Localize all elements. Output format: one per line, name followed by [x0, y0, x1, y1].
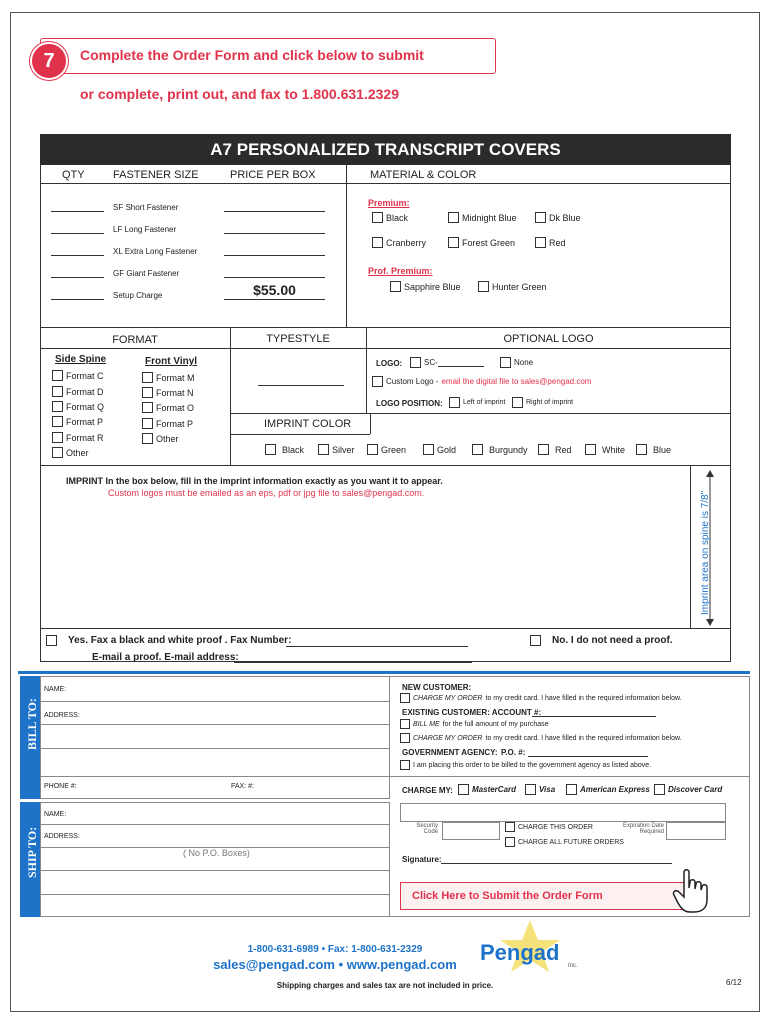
- format-option[interactable]: Format R: [52, 432, 104, 443]
- divider: [40, 776, 390, 777]
- pointer-hand-icon: [672, 868, 712, 919]
- blue-divider: [18, 671, 750, 674]
- checkbox[interactable]: [52, 370, 63, 381]
- checkbox[interactable]: [142, 372, 153, 383]
- divider: [230, 413, 731, 414]
- divider: [390, 776, 750, 777]
- proof-email-field[interactable]: [234, 662, 472, 663]
- checkbox[interactable]: [525, 784, 536, 795]
- charge-order-option[interactable]: CHARGE MY ORDER to my credit card. I have filled in the required information below.: [400, 693, 682, 703]
- price-field[interactable]: [224, 255, 325, 256]
- fastener-label: LF Long Fastener: [113, 225, 177, 234]
- charge-all-option[interactable]: CHARGE ALL FUTURE ORDERS: [505, 837, 624, 847]
- side-spine-label: Side Spine: [55, 354, 107, 365]
- po-field[interactable]: [528, 756, 648, 757]
- checkbox[interactable]: [52, 416, 63, 427]
- divider: [40, 824, 390, 825]
- fastener-label: XL Extra Long Fastener: [113, 247, 198, 256]
- ship-name-field[interactable]: NAME:: [44, 811, 67, 818]
- price-field[interactable]: [224, 233, 325, 234]
- logo-sc-field[interactable]: [438, 366, 484, 367]
- col-price: PRICE PER BOX: [230, 169, 316, 181]
- premium-label: Premium:: [368, 198, 410, 208]
- card-option[interactable]: MasterCard: [458, 784, 516, 795]
- existing-customer-label: EXISTING CUSTOMER: ACCOUNT #:: [402, 708, 542, 717]
- color-option[interactable]: Forest Green: [448, 237, 515, 248]
- checkbox[interactable]: [390, 281, 401, 292]
- checkbox[interactable]: [449, 397, 460, 408]
- checkbox[interactable]: [400, 719, 410, 729]
- checkbox[interactable]: [512, 397, 523, 408]
- checkbox[interactable]: [500, 357, 511, 368]
- divider: [40, 183, 731, 184]
- price-field: [224, 299, 325, 300]
- checkbox[interactable]: [585, 444, 596, 455]
- format-option[interactable]: Format C: [52, 370, 104, 381]
- checkbox[interactable]: [410, 357, 421, 368]
- divider: [40, 628, 731, 629]
- card-number-field[interactable]: [400, 803, 726, 822]
- checkbox[interactable]: [535, 212, 546, 223]
- format-option[interactable]: Format D: [52, 386, 104, 397]
- imprint-color-option[interactable]: Silver: [318, 444, 355, 455]
- card-option[interactable]: Visa: [525, 784, 555, 795]
- color-option[interactable]: Black: [372, 212, 408, 223]
- expiration-label: Expiration Date Required: [622, 823, 664, 835]
- title-bar: A7 PERSONALIZED TRANSCRIPT COVERS: [40, 134, 731, 165]
- imprint-color-option[interactable]: Red: [538, 444, 572, 455]
- price-field[interactable]: [224, 277, 325, 278]
- imprint-color-option[interactable]: White: [585, 444, 625, 455]
- imprint-color-option[interactable]: Blue: [636, 444, 671, 455]
- checkbox[interactable]: [142, 402, 153, 413]
- charge-order-existing-option[interactable]: CHARGE MY ORDER to my credit card. I have filled in the required information below.: [400, 733, 682, 743]
- typestyle-field[interactable]: [258, 385, 344, 386]
- government-label: GOVERNMENT AGENCY:: [402, 748, 498, 757]
- divider: [346, 165, 347, 327]
- account-field[interactable]: [532, 716, 656, 717]
- signature-field[interactable]: [441, 863, 672, 864]
- checkbox[interactable]: [654, 784, 665, 795]
- divider: [40, 870, 390, 871]
- logo-none-option[interactable]: None: [500, 357, 533, 368]
- government-option[interactable]: I am placing this order to be billed to the government agency as listed above.: [400, 760, 651, 770]
- submit-button[interactable]: [400, 882, 700, 910]
- checkbox[interactable]: [367, 444, 378, 455]
- price-field[interactable]: [224, 211, 325, 212]
- format-option[interactable]: Format O: [142, 402, 194, 413]
- bill-address-field[interactable]: ADDRESS:: [44, 712, 80, 719]
- qty-field[interactable]: [51, 299, 104, 300]
- format-heading: FORMAT: [112, 334, 158, 346]
- fastener-label: SF Short Fastener: [113, 203, 179, 212]
- color-option[interactable]: Dk Blue: [535, 212, 581, 223]
- checkbox[interactable]: [566, 784, 577, 795]
- imprint-color-option[interactable]: Burgundy: [472, 444, 528, 455]
- ship-to-box: [40, 802, 390, 917]
- qty-field[interactable]: [51, 233, 104, 234]
- card-option[interactable]: Discover Card: [654, 784, 722, 795]
- imprint-area[interactable]: [41, 500, 701, 628]
- checkbox[interactable]: [478, 281, 489, 292]
- format-option[interactable]: Other: [52, 447, 89, 458]
- submit-instruction: Complete the Order Form and click below to submit: [80, 47, 424, 63]
- charge-this-option[interactable]: CHARGE THIS ORDER: [505, 822, 593, 832]
- fastener-label: Setup Charge: [113, 291, 163, 300]
- security-code-field[interactable]: [442, 822, 500, 840]
- spine-note: Imprint area on spine is 7/8": [700, 490, 711, 615]
- pengad-logo: Pengad Inc.: [478, 918, 578, 976]
- checkbox[interactable]: [472, 444, 483, 455]
- logo-position-label: LOGO POSITION:: [376, 399, 443, 408]
- submit-button-label: Click Here to Submit the Order Form: [412, 890, 603, 902]
- qty-field[interactable]: [51, 211, 104, 212]
- bill-me-option[interactable]: BILL ME for the full amount of my purchase: [400, 719, 549, 729]
- ship-address-field[interactable]: ADDRESS:: [44, 833, 80, 840]
- po-box-note: ( No P.O. Boxes): [183, 848, 250, 858]
- format-option[interactable]: Format Q: [52, 401, 104, 412]
- imprint-custom-note: Custom logos must be emailed as an eps, pdf or jpg file to sales@pengad.com.: [108, 488, 425, 498]
- qty-field[interactable]: [51, 277, 104, 278]
- right-imprint-option[interactable]: Right of imprint: [512, 397, 573, 408]
- logo-label: LOGO:: [376, 359, 403, 368]
- format-option[interactable]: Format P: [52, 416, 103, 427]
- proof-email-label: E-mail a proof. E-mail address:: [92, 652, 239, 663]
- card-option[interactable]: American Express: [566, 784, 650, 795]
- imprint-color-option[interactable]: Gold: [423, 444, 456, 455]
- col-qty: QTY: [62, 169, 85, 181]
- format-option[interactable]: Format P: [142, 418, 193, 429]
- imprint-color-option[interactable]: Green: [367, 444, 406, 455]
- new-customer-label: NEW CUSTOMER:: [402, 683, 472, 692]
- custom-logo-option[interactable]: Custom Logo - email the digital file to sales@pengad.com: [372, 376, 591, 387]
- checkbox[interactable]: [52, 447, 63, 458]
- fax-instruction: or complete, print out, and fax to 1.800.631.2329: [80, 86, 399, 102]
- checkbox[interactable]: [535, 237, 546, 248]
- security-code-label: Security Code: [416, 823, 438, 835]
- version: 6/12: [726, 978, 742, 987]
- col-fastener: FASTENER SIZE: [113, 169, 199, 181]
- divider: [40, 348, 731, 349]
- typestyle-heading: TYPESTYLE: [266, 333, 330, 345]
- checkbox[interactable]: [400, 693, 410, 703]
- logo-heading: OPTIONAL LOGO: [503, 333, 594, 345]
- proof-yes-option[interactable]: Yes. Fax a black and white proof . Fax Number:: [46, 635, 291, 646]
- format-option[interactable]: Format M: [142, 372, 195, 383]
- divider: [40, 327, 731, 328]
- bill-to-box: [40, 676, 390, 799]
- bill-fax-field[interactable]: FAX: #:: [231, 783, 254, 790]
- po-label: P.O. #:: [501, 748, 526, 757]
- setup-price: $55.00: [253, 282, 296, 298]
- checkbox[interactable]: [46, 635, 57, 646]
- checkbox[interactable]: [52, 401, 63, 412]
- checkbox[interactable]: [505, 837, 515, 847]
- checkbox[interactable]: [423, 444, 434, 455]
- format-option[interactable]: Other: [142, 433, 179, 444]
- bill-to-label: BILL TO:: [25, 698, 39, 750]
- imprint-color-option[interactable]: Black: [265, 444, 304, 455]
- checkbox[interactable]: [458, 784, 469, 795]
- divider: [40, 465, 731, 466]
- imprint-color-heading: IMPRINT COLOR: [264, 418, 352, 430]
- charge-my-label: CHARGE MY:: [402, 786, 453, 795]
- color-option[interactable]: Red: [535, 237, 566, 248]
- bill-name-field[interactable]: NAME:: [44, 686, 67, 693]
- color-option[interactable]: Cranberry: [372, 237, 426, 248]
- expiration-field[interactable]: [666, 822, 726, 840]
- signature-label: Signature:: [402, 855, 442, 864]
- checkbox[interactable]: [505, 822, 515, 832]
- qty-field[interactable]: [51, 255, 104, 256]
- color-option[interactable]: Hunter Green: [478, 281, 547, 292]
- footer-phone: 1-800-631-6989 • Fax: 1-800-631-2329: [247, 944, 423, 955]
- bill-phone-field[interactable]: PHONE #:: [44, 783, 77, 790]
- divider: [40, 701, 390, 702]
- proof-fax-field[interactable]: [286, 646, 468, 647]
- checkbox[interactable]: [142, 387, 153, 398]
- logo-sc-option[interactable]: SC-: [410, 357, 438, 368]
- checkbox[interactable]: [400, 733, 410, 743]
- checkbox[interactable]: [52, 432, 63, 443]
- prof-premium-label: Prof. Premium:: [368, 266, 433, 276]
- checkbox[interactable]: [318, 444, 329, 455]
- step-badge: 7: [30, 42, 68, 80]
- format-option[interactable]: Format N: [142, 387, 194, 398]
- divider: [40, 724, 390, 725]
- spine-divider: [690, 466, 691, 628]
- checkbox[interactable]: [636, 444, 647, 455]
- checkbox[interactable]: [142, 433, 153, 444]
- front-vinyl-label: Front Vinyl: [145, 356, 198, 367]
- checkbox[interactable]: [448, 237, 459, 248]
- checkbox[interactable]: [372, 237, 383, 248]
- imprint-instruction: IMPRINT In the box below, fill in the imprint information exactly as you want it to appear.: [66, 476, 443, 486]
- checkbox[interactable]: [52, 386, 63, 397]
- divider: [40, 748, 390, 749]
- footer-web: sales@pengad.com • www.pengad.com: [213, 957, 457, 972]
- ship-to-label: SHIP TO:: [25, 826, 39, 878]
- checkbox[interactable]: [530, 635, 541, 646]
- color-option[interactable]: Sapphire Blue: [390, 281, 461, 292]
- left-imprint-option[interactable]: Left of imprint: [449, 397, 505, 408]
- col-material: MATERIAL & COLOR: [370, 169, 477, 181]
- shipping-note: Shipping charges and sales tax are not included in price.: [276, 981, 494, 990]
- checkbox[interactable]: [142, 418, 153, 429]
- fastener-label: GF Giant Fastener: [113, 269, 180, 278]
- proof-no-option[interactable]: No. I do not need a proof.: [530, 635, 673, 646]
- checkbox[interactable]: [448, 212, 459, 223]
- divider: [40, 894, 390, 895]
- divider: [370, 413, 371, 434]
- checkbox[interactable]: [538, 444, 549, 455]
- divider: [230, 434, 370, 435]
- checkbox[interactable]: [372, 376, 383, 387]
- color-option[interactable]: Midnight Blue: [448, 212, 517, 223]
- checkbox[interactable]: [265, 444, 276, 455]
- checkbox[interactable]: [372, 212, 383, 223]
- checkbox[interactable]: [400, 760, 410, 770]
